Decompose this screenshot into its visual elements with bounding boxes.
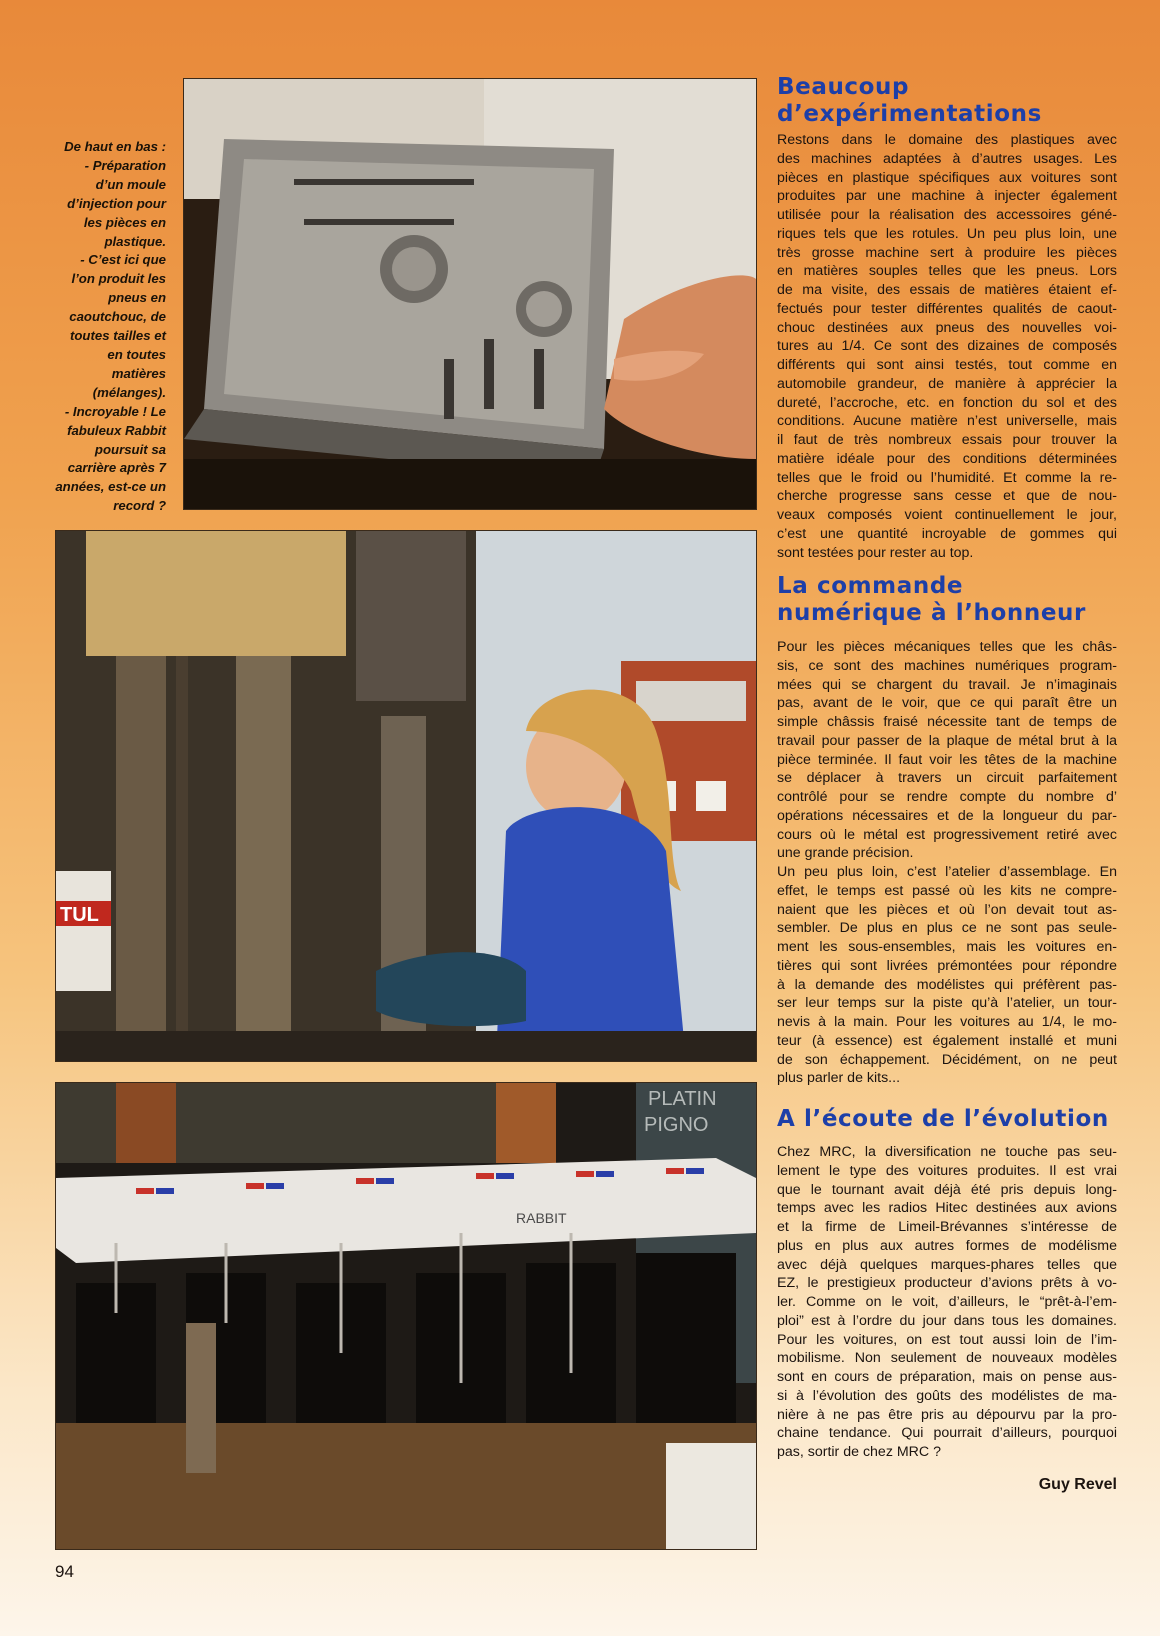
caption-line: matières bbox=[111, 365, 166, 381]
text-line: pas, sortir de chez MRC ? bbox=[777, 1444, 942, 1460]
text-line: cherche progresse sans cesse et que de nou- bbox=[777, 488, 1117, 505]
caption-line: l’on produit les bbox=[71, 271, 166, 287]
text-line: que le tournant avait déjà été pris depuis long- bbox=[777, 1181, 1117, 1198]
text-line: si à l’évolution des goûts des modélistes de ma- bbox=[777, 1387, 1117, 1404]
text-line: de ma visite, des essais de matières étaient ef- bbox=[777, 282, 1117, 298]
text-line: ler. Comme on le voit, d’ailleurs, le “prêt-à-l’em- bbox=[777, 1294, 1117, 1310]
text-line: teur (à essence) est également installé et muni bbox=[777, 1032, 1117, 1049]
text-line: pièce terminée. Il faut voir les têtes de la machine bbox=[777, 751, 1117, 768]
photo-tire-press bbox=[55, 530, 757, 1062]
text-line: mobilisme. Non seulement de nouveaux modèles bbox=[777, 1350, 1117, 1367]
text-line: des machines adaptées à d’autres usages. Les bbox=[777, 150, 1117, 167]
text-line: Pour les voitures, on est tout aussi loin de l’im- bbox=[777, 1331, 1117, 1348]
section-heading-commande-numerique: La commande numérique à l’honneur bbox=[777, 573, 1086, 626]
oil-drum-label: TUL bbox=[60, 904, 99, 926]
caption-line: poursuit sa bbox=[94, 441, 166, 457]
text-line: différents qui sont ainsi testés, tout comme en bbox=[777, 357, 1117, 373]
text-line: sont testées pour rester au top. bbox=[777, 544, 974, 561]
caption-line: toutes tailles et bbox=[69, 328, 166, 344]
text-line: automobile grandeur, de manière à apprécier la bbox=[777, 375, 1117, 392]
text-line: EZ, le prestigieux producteur d’avions prêts à vo- bbox=[777, 1275, 1117, 1292]
text-line: tures au 1/4. Ce sont des dizaines de composés bbox=[777, 338, 1117, 355]
text-line: avec déjà quelques marques-phares telles que bbox=[777, 1256, 1117, 1273]
caption-line: d’un moule bbox=[95, 176, 166, 192]
text-line: Chez MRC, la diversification ne touche pas seu- bbox=[777, 1144, 1117, 1160]
text-line: ploi” est à l’ordre du jour dans tous les domaines. bbox=[777, 1312, 1117, 1329]
text-line: contrôlé pour se rendre compte du nombre d’ bbox=[777, 789, 1117, 805]
text-line: telles que le froid ou l’humidité. Et comme la re- bbox=[777, 469, 1117, 486]
text-line: lement le type des voitures produites. Il est vrai bbox=[777, 1162, 1117, 1179]
text-line: matière idéale pour des conditions déterminées bbox=[777, 450, 1117, 467]
text-line: conditions. Aucune matière n’est universelle, mais bbox=[777, 413, 1117, 430]
text-line: une grande précision. bbox=[777, 845, 914, 862]
text-line: pièces en plastique spécifiques aux voitures sont bbox=[777, 169, 1117, 186]
text-line: produites par une machine à injecter également bbox=[777, 188, 1117, 205]
text-line: très grosse machine sert à produire les pièces bbox=[777, 244, 1117, 261]
text-line: travail pour passer de la plaque de métal brut à la bbox=[777, 732, 1117, 749]
text-line: c’est une quantité incroyable de gommes qui bbox=[777, 525, 1117, 542]
caption-line: - Incroyable ! Le bbox=[64, 403, 166, 419]
caption-line: années, est-ce un bbox=[55, 479, 166, 495]
caption-line: en toutes bbox=[107, 346, 166, 362]
text-line: effet, le temps est passé où les kits ne compre- bbox=[777, 882, 1117, 899]
text-line: de son échappement. Décidément, on ne peut bbox=[777, 1051, 1117, 1068]
text-line: chaine tendance. Qui pourrait d’ailleurs, pourquoi bbox=[777, 1425, 1117, 1442]
caption-line: (mélanges). bbox=[92, 384, 166, 400]
text-line: Restons dans le domaine des plastiques avec bbox=[777, 132, 1117, 148]
text-line: se déplacer à travers un circuit parfaitement bbox=[777, 770, 1117, 787]
text-line: Pour les pièces mécaniques telles que les châs- bbox=[777, 639, 1117, 655]
text-line: simple châssis fraisé nécessite tant de temps de bbox=[777, 714, 1117, 730]
text-line: en matières souples telles que les pneus. Lors bbox=[777, 263, 1117, 280]
photo-caption bbox=[50, 138, 166, 516]
caption-line: caoutchouc, de bbox=[69, 309, 166, 325]
text-line: cours où le métal est progressivement retiré avec bbox=[777, 826, 1117, 843]
text-line: et la firme de Limeil-Brévannes s’intéresse de bbox=[777, 1219, 1117, 1235]
photo-injection-mold bbox=[183, 78, 757, 510]
text-line: ser leur temps sur la piste qu’à l’atelier, un tour- bbox=[777, 995, 1117, 1012]
text-line: temps avec les radios Hitec destinées aux avions bbox=[777, 1200, 1117, 1217]
caption-line: fabuleux Rabbit bbox=[67, 422, 166, 438]
caption-line: les pièces en bbox=[83, 214, 166, 230]
caption-line: - Préparation bbox=[84, 157, 166, 173]
text-line: pas, avant de le voir, que ce qui paraît être un bbox=[777, 695, 1117, 712]
caption-line: pneus en bbox=[108, 290, 166, 306]
text-line: nière à ne pas être pris au dépourvu par la pro- bbox=[777, 1406, 1117, 1423]
text-line: plus en plus aux autres formes de modélisme bbox=[777, 1237, 1117, 1254]
section-heading-experimentations: Beaucoup d’expérimentations bbox=[777, 74, 1042, 127]
caption-line: carrière après 7 bbox=[67, 460, 166, 476]
text-line: naient que les pièces et où l’on devait tout as- bbox=[777, 901, 1117, 918]
text-line: opérations nécessaires et de la longueur du par- bbox=[777, 807, 1117, 824]
photo-rabbit-cars bbox=[55, 1082, 757, 1550]
page-number: 94 bbox=[55, 1562, 74, 1581]
text-line: plus parler de kits... bbox=[777, 1070, 901, 1087]
author-signature: Guy Revel bbox=[1038, 1476, 1117, 1493]
text-line: tières qui sont livrées prémontées pour répondre bbox=[777, 957, 1117, 974]
blackboard-text-1: PLATIN bbox=[648, 1088, 717, 1110]
text-line: Un peu plus loin, c’est l’atelier d’assemblage. En bbox=[777, 864, 1117, 880]
text-line: utilisée pour la réalisation des accessoires géné- bbox=[777, 207, 1117, 223]
text-line: veaux composés voient continuellement le jour, bbox=[777, 507, 1117, 523]
section-body-commande-numerique bbox=[777, 638, 1117, 1088]
text-line: sis, ce sont des machines numériques program- bbox=[777, 657, 1117, 674]
text-line: ment les sous-ensembles, mais les voitures en- bbox=[777, 939, 1117, 955]
caption-line: record ? bbox=[113, 498, 166, 514]
section-heading-evolution: A l’écoute de l’évolution bbox=[777, 1106, 1109, 1132]
text-line: nevis à la main. Pour les voitures au 1/4, le mo- bbox=[777, 1014, 1117, 1030]
section-body-experimentations bbox=[777, 131, 1117, 562]
text-line: riques tels que les rotules. Un peu plus loin, une bbox=[777, 225, 1117, 242]
caption-line: - C’est ici que bbox=[80, 252, 166, 268]
caption-line: plastique. bbox=[104, 233, 166, 249]
text-line: fectués pour tester différentes qualités de caout- bbox=[777, 300, 1117, 317]
text-line: mées qui se chargent du travail. Je n’imaginais bbox=[777, 676, 1117, 693]
text-line: à la demande des modélistes qui préfèrent pas- bbox=[777, 976, 1117, 993]
caption-line: De haut en bas : bbox=[64, 139, 166, 154]
text-line: dureté, l’accroche, etc. en fonction du sol et des bbox=[777, 394, 1117, 411]
caption-line: d’injection pour bbox=[67, 195, 166, 211]
text-line: sembler. De plus en plus ce ne sont pas seule- bbox=[777, 920, 1117, 937]
blackboard-text-2: PIGNO bbox=[644, 1114, 709, 1136]
text-line: sont en cours de préparation, mais on pense aus- bbox=[777, 1369, 1117, 1385]
text-line: il faut de très nombreux essais pour trouver la bbox=[777, 432, 1117, 448]
section-body-evolution bbox=[777, 1143, 1117, 1462]
text-line: chouc destinées aux pneus des nouvelles voi- bbox=[777, 319, 1117, 336]
car-body-text: RABBIT bbox=[516, 1210, 567, 1226]
